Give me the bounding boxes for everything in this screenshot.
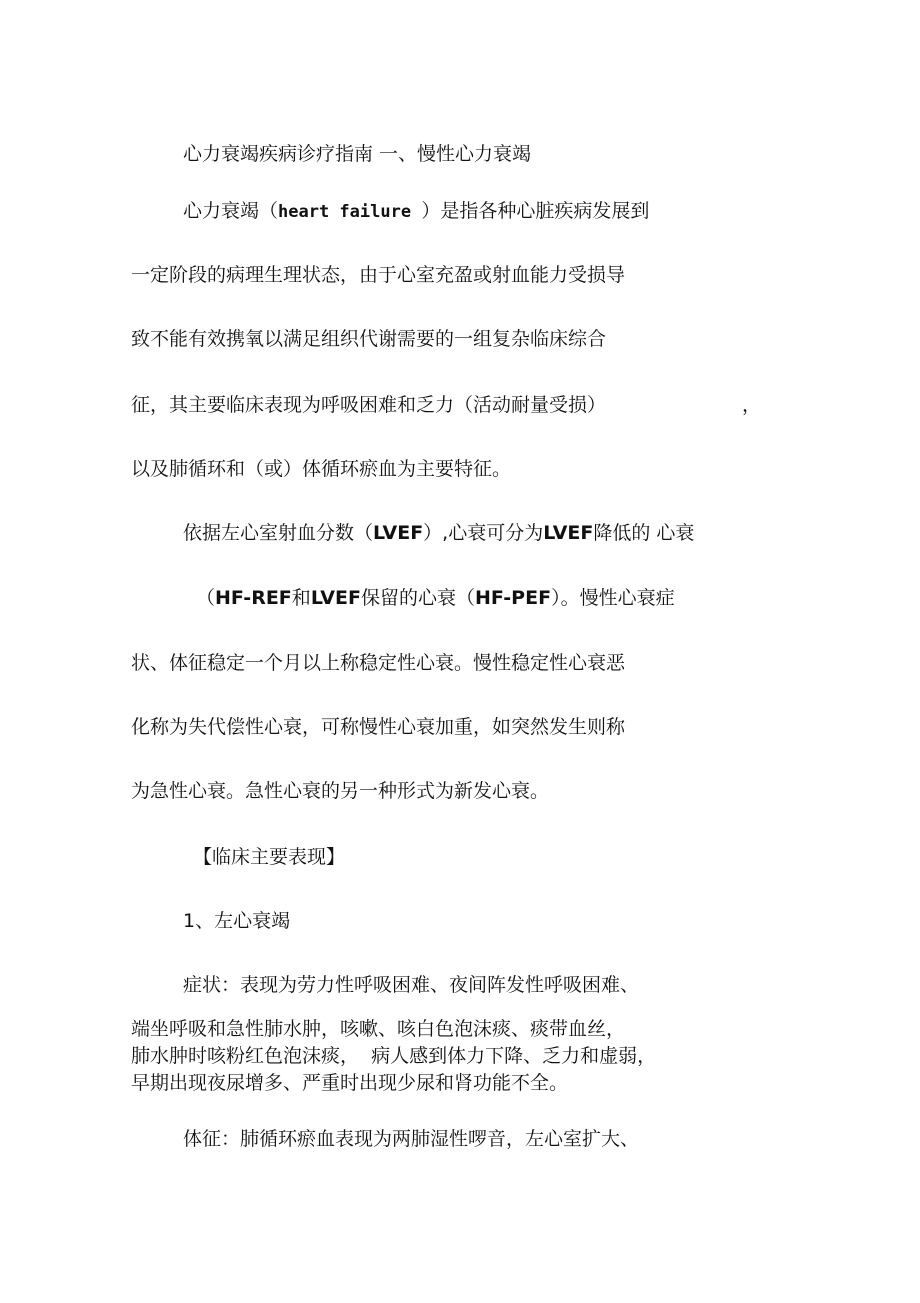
symptoms-line2: 端坐呼吸和急性肺水肿，咳嗽、咳白色泡沫痰、痰带血丝， [131, 1018, 626, 1040]
para1-line4: 征，其主要临床表现为呼吸困难和乏力（活动耐量受损） [131, 394, 607, 416]
para1-line1 [183, 199, 649, 224]
section-heading: 【临床主要表现】 [193, 846, 346, 868]
para2-line1-mid: ）,心衰可分为 [423, 522, 544, 544]
document-title: 心力衰竭疾病诊疗指南 一、慢性心力衰竭 [183, 143, 532, 165]
symptoms-line4: 早期出现夜尿增多、严重时出现少尿和肾功能不全。 [131, 1072, 569, 1094]
para2-line2-pre: （ [196, 587, 216, 609]
para2-line1-lvef2: LVEF [543, 522, 594, 544]
para2-line2-hfref: HF-REF [215, 587, 292, 609]
para2-line2-post: ）。慢性心衰症 [551, 587, 675, 609]
para1-line1-en: heart failure [278, 202, 422, 222]
para2-line3: 状、体征稳定一个月以上称稳定性心衰。慢性稳定性心衰恶 [131, 652, 626, 674]
para1-line1-pre: 心力衰竭（ [183, 200, 279, 222]
para2-line1-post: 降低的 心衰 [593, 522, 695, 544]
para1-line2: 一定阶段的病理生理状态，由于心室充盈或射血能力受损导 [131, 264, 626, 286]
para2-line1-lvef: LVEF [373, 522, 424, 544]
para2-line2-mid: 保留的心衰（ [360, 587, 475, 609]
para2-line1 [183, 521, 694, 545]
para2-line2 [196, 586, 675, 610]
para1-line1-post: ）是指各种心脏疾病发展到 [421, 200, 650, 222]
symptoms-line3: 肺水肿时咳粉红色泡沫痰， 病人感到体力下降、乏力和虚弱， [131, 1045, 657, 1067]
para2-line5: 为急性心衰。急性心衰的另一种形式为新发心衰。 [131, 780, 550, 802]
para2-line4: 化称为失代偿性心衰，可称慢性心衰加重，如突然发生则称 [131, 716, 626, 738]
symptoms-line1: 症状：表现为劳力性呼吸困难、夜间阵发性呼吸困难、 [183, 974, 640, 996]
signs-line1: 体征：肺循环瘀血表现为两肺湿性啰音，左心室扩大、 [183, 1128, 640, 1150]
subsection-heading: 1、左心衰竭 [183, 910, 291, 932]
para1-line3: 致不能有效携氧以满足组织代谢需要的一组复杂临床综合 [131, 328, 607, 350]
para2-line2-lvef: LVEF [310, 587, 361, 609]
para2-line1-pre: 依据左心室射血分数（ [183, 522, 374, 544]
para1-line5: 以及肺循环和（或）体循环瘀血为主要特征。 [131, 458, 512, 480]
para2-line2-hfpef: HF-PEF [474, 587, 552, 609]
para1-line4-comma: ， [742, 394, 762, 416]
para2-line2-and: 和 [291, 587, 311, 609]
